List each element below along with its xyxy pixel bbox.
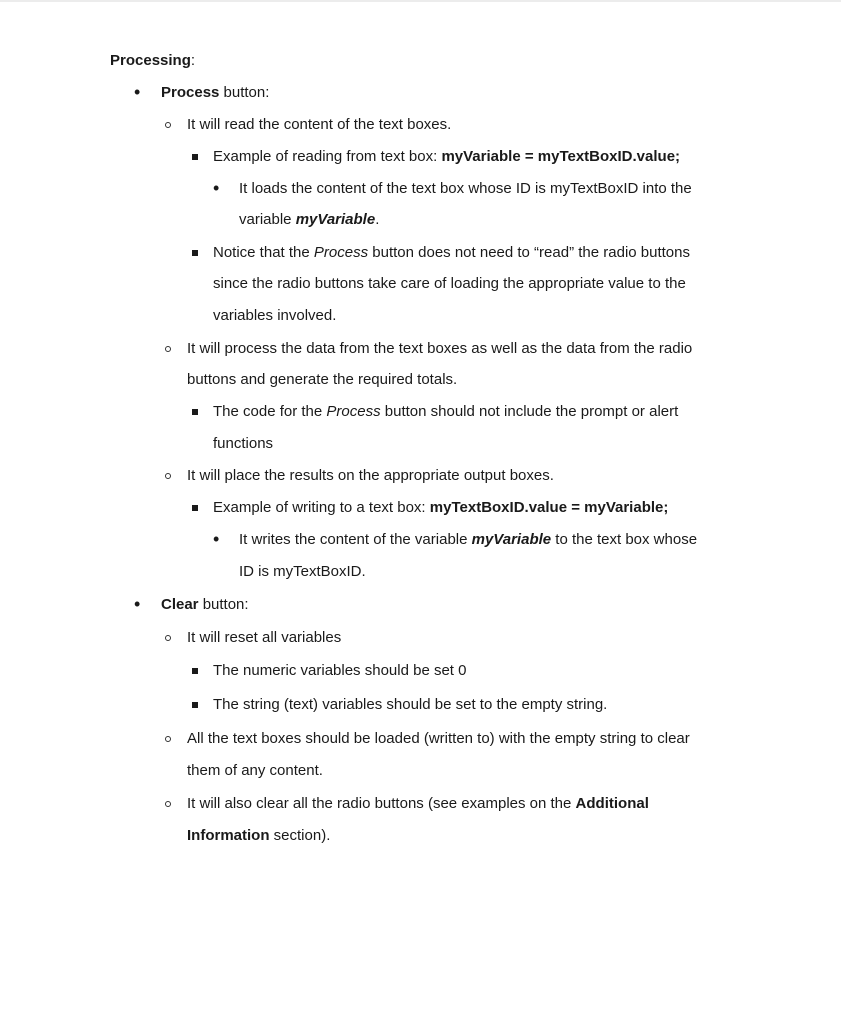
radio-prefix: It will also clear all the radio buttons (see examples on the [187, 795, 576, 812]
circle-bullet-radio [165, 801, 171, 807]
writes-line-2: ID is myTextBoxID. [239, 563, 366, 580]
notice-line-3: variables involved. [213, 307, 337, 324]
circle-bullet-process-data [165, 346, 171, 352]
notice-rest: button does not need to “read” the radio buttons [368, 244, 690, 261]
read-example-prefix: Example of reading from text box: [213, 148, 442, 165]
circle-bullet-place [165, 473, 171, 479]
section-heading [110, 51, 195, 71]
process-label: Process [161, 84, 220, 101]
read-text: It will read the content of the text boxes. [187, 116, 452, 133]
code-rest: button should not include the prompt or alert [380, 403, 679, 420]
circle-bullet-boxes [165, 736, 171, 742]
code-line-1 [213, 402, 678, 422]
string-text: The string (text) variables should be set to the empty string. [213, 696, 608, 713]
place-text: It will place the results on the appropriate output boxes. [187, 467, 554, 484]
square-bullet-numeric [192, 668, 198, 674]
radio-line-2 [187, 826, 330, 846]
clear-button-heading [161, 595, 249, 615]
bullet-read-loads [213, 178, 219, 200]
writes-variable: myVariable [471, 531, 552, 548]
circle-bullet-read [165, 122, 171, 128]
process-suffix: button: [219, 84, 270, 101]
square-bullet-read-example [192, 154, 198, 160]
code-process-word: Process [326, 403, 381, 420]
code-prefix: The code for the [213, 403, 327, 420]
page-top-border [0, 0, 841, 2]
radio-line-1 [187, 794, 649, 814]
read-loads-variable-prefix: variable [239, 211, 296, 228]
read-example-code: myVariable = myTextBoxID.value; [441, 148, 681, 165]
heading-title: Processing [110, 52, 191, 69]
reset-text: It will reset all variables [187, 629, 342, 646]
writes-prefix: It writes the content of the variable [239, 531, 472, 548]
process-data-line-1: It will process the data from the text boxes as well as the data from the radio [187, 340, 693, 357]
square-bullet-code [192, 409, 198, 415]
bullet-process [134, 82, 140, 104]
clear-suffix: button: [198, 596, 249, 613]
code-line-2: functions [213, 435, 274, 452]
heading-colon: : [190, 52, 196, 69]
square-bullet-notice [192, 250, 198, 256]
radio-additional: Additional [575, 795, 649, 812]
notice-prefix: Notice that the [213, 244, 314, 261]
notice-line-2: since the radio buttons take care of loading the appropriate value to the [213, 275, 686, 292]
read-example [213, 147, 680, 167]
write-example-prefix: Example of writing to a text box: [213, 499, 430, 516]
read-loads-line-1: It loads the content of the text box whose ID is myTextBoxID into the [239, 180, 692, 197]
circle-bullet-reset [165, 635, 171, 641]
boxes-line-2: them of any content. [187, 762, 323, 779]
square-bullet-string [192, 702, 198, 708]
read-loads-period: . [375, 211, 380, 228]
square-bullet-write-example [192, 505, 198, 511]
clear-label: Clear [161, 596, 199, 613]
radio-information: Information [187, 827, 270, 844]
bullet-writes [213, 529, 219, 551]
numeric-text: The numeric variables should be set 0 [213, 662, 467, 679]
notice-process-word: Process [313, 244, 369, 261]
boxes-line-1: All the text boxes should be loaded (written to) with the empty string to clear [187, 730, 690, 747]
writes-line-1 [239, 530, 697, 550]
notice-line-1 [213, 243, 690, 263]
read-loads-variable: myVariable [295, 211, 376, 228]
read-loads-line-2 [239, 210, 379, 230]
write-example-code: myTextBoxID.value = myVariable; [429, 499, 669, 516]
bullet-clear [134, 594, 140, 616]
write-example [213, 498, 668, 518]
process-data-line-2: buttons and generate the required totals. [187, 371, 458, 388]
radio-section: section). [269, 827, 331, 844]
process-button-heading [161, 83, 269, 103]
writes-rest: to the text box whose [551, 531, 698, 548]
